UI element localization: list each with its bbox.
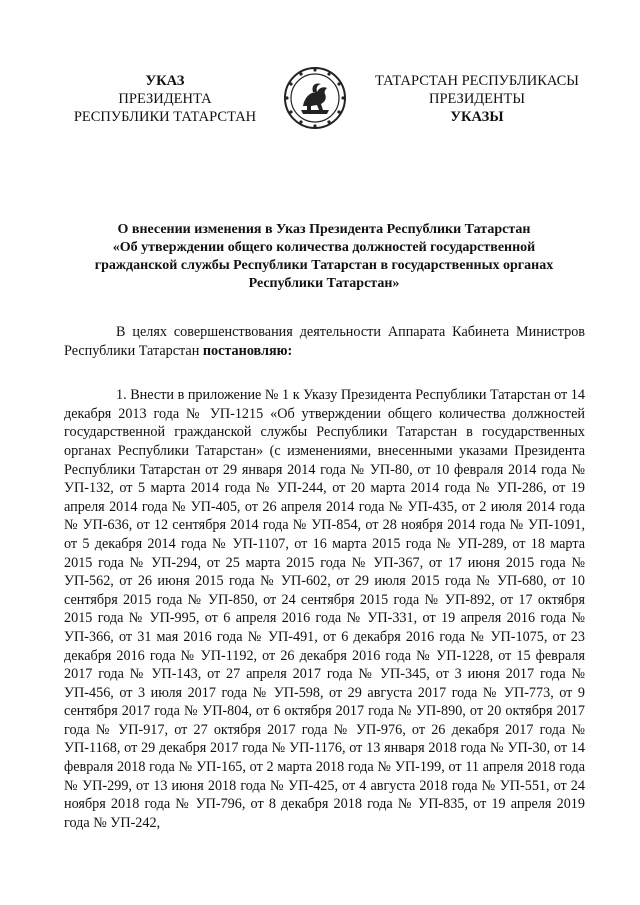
header-left-republic: РЕСПУБЛИКИ ТАТАРСТАН <box>73 109 257 125</box>
header-right-ukazy: УКАЗЫ <box>450 109 504 125</box>
header-left-president: ПРЕЗИДЕНТА <box>118 91 212 107</box>
clause-1-paragraph: 1. Внести в приложение № 1 к Указу Президента Республики Татарстан от 14 декабря 2013 года № УП-1215 «Об утверждении общего количества должностей государственной гражданской службы Республики Татарстан в государственных органах Республики Татарстан» (с изменениями, внесенными указами Президента Республики Татарстан от 29 января 2014 года № УП-80, от 10 февраля 2014 года № УП-132, от 5 марта 2014 года № УП-244, от 20 марта 2014 года № УП-286, от 19 апреля 2014 года № УП-405, от 26 апреля 2014 года № УП-435, от 2 июля 2014 года № УП-636, от 12 сентября 2014 года № УП-854, от 28 ноября 2014 года № УП-1091, от 5 декабря 2014 года № УП-1107, от 16 марта 2015 года № УП-289, от 18 марта 2015 года № УП-294, от 25 марта 2015 года № УП-367, от 17 июня 2015 года № УП-562, от 26 июня 2015 года № УП-602, от 29 июля 2015 года № УП-680, от 10 сентября 2015 года № УП-850, от 24 сентября 2015 года № УП-892, от 17 октября 2015 года № УП-995, от 6 апреля 2016 года № УП-331, от 19 апреля 2016 года № УП-366, от 31 мая 2016 года № УП-491, от 6 декабря 2016 года № УП-1075, от 23 декабря 2016 года № УП-1192, от 26 декабря 2016 года № УП-1228, от 15 февраля 2017 года № УП-143, от 27 апреля 2017 года № УП-345, от 3 июня 2017 года № УП-456, от 3 июля 2017 года № УП-598, от 29 августа 2017 года № УП-773, от 9 сентября 2017 года № УП-804, от 6 октября 2017 года № УП-890, от 20 октября 2017 года № УП-917, от 27 октября 2017 года № УП-976, от 26 декабря 2017 года № УП-1168, от 29 декабря 2017 года № УП-1176, от 13 января 2018 года № УП-30, от 14 февраля 2018 года № УП-165, от 2 марта 2018 года № УП-199, от 11 апреля 2018 года № УП-299, от 13 июня 2018 года № УП-425, от 4 августа 2018 года № УП-551, от 24 ноября 2018 года № УП-796, от 8 декабря 2018 года № УП-835, от 19 апреля 2019 года № УП-242, <box>64 387 585 831</box>
header-right-republic: ТАТАРСТАН РЕСПУБЛИКАСЫ <box>375 73 579 89</box>
decree-title-line: гражданской службы Республики Татарстан в государственных органах <box>94 258 554 273</box>
header-right-block <box>362 72 592 126</box>
header-left-ukaz: УКАЗ <box>145 73 185 89</box>
preamble-text: В целях совершенствования деятельности Аппарата Кабинета Министров Республики Татарстан <box>64 324 585 359</box>
header-right-president: ПРЕЗИДЕНТЫ <box>428 91 526 107</box>
header-left-block <box>60 72 270 126</box>
decree-title <box>60 221 588 293</box>
preamble-paragraph <box>64 323 585 360</box>
preamble-decree-word: постановляю: <box>202 342 293 359</box>
tatarstan-coat-of-arms-icon <box>283 66 347 130</box>
decree-title-line: О внесении изменения в Указ Президента Республики Татарстан <box>117 222 531 237</box>
decree-title-line: Республики Татарстан» <box>248 276 400 291</box>
decree-body <box>64 323 585 832</box>
decree-title-line: «Об утверждении общего количества должностей государственной <box>112 240 536 255</box>
